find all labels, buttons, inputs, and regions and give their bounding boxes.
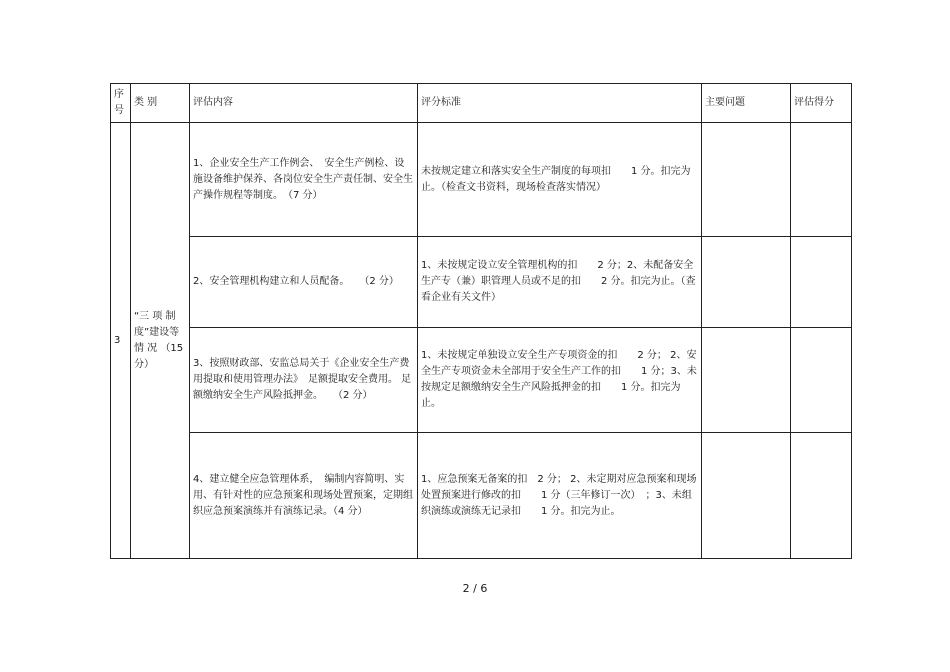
row-score	[791, 328, 852, 433]
header-score: 评估得分	[791, 84, 852, 123]
row-content: 1、企业安全生产工作例会、 安全生产例检、设施设备维护保养、各岗位安全生产责任制、安全生产操作规程等制度。 （7 分）	[190, 123, 418, 237]
section-number: 3	[111, 123, 131, 559]
row-issues	[702, 237, 791, 328]
header-criteria: 评分标准	[418, 84, 702, 123]
evaluation-table	[110, 83, 852, 559]
header-issues: 主要问题	[702, 84, 791, 123]
row-content: 2、安全管理机构建立和人员配备。 （2 分）	[190, 237, 418, 328]
row-criteria: 未按规定建立和落实安全生产制度的每项扣 1 分。扣完为止。（检查文书资料，现场检查落实情况）	[418, 123, 702, 237]
table-row	[111, 328, 852, 433]
row-criteria: 1、应急预案无备案的扣 2 分； 2、未定期对应急预案和现场处置预案进行修改的扣 1 分（三年修订一次） ；3、未组织演练或演练无记录扣 1 分。扣完为止。	[418, 433, 702, 559]
row-issues	[702, 433, 791, 559]
row-issues	[702, 123, 791, 237]
row-criteria: 1、未按规定单独设立安全生产专项资金的扣 2 分； 2、安全生产专项资金未全部用于安全生产工作的扣 1 分；3、未按规定足额缴纳安全生产风险抵押金的扣 1 分。扣完为止。	[418, 328, 702, 433]
table-row	[111, 237, 852, 328]
row-content: 4、建立健全应急管理体系， 编制内容简明、实用、有针对性的应急预案和现场处置预案，定期组织应急预案演练并有演练记录。（4 分）	[190, 433, 418, 559]
table-row	[111, 433, 852, 559]
row-score	[791, 123, 852, 237]
header-content: 评估内容	[190, 84, 418, 123]
header-category: 类 别	[131, 84, 190, 123]
table-row	[111, 123, 852, 237]
row-issues	[702, 328, 791, 433]
section-category: “三 项 制 度”建设等情 况 （15 分）	[131, 123, 190, 559]
table-header-row	[111, 84, 852, 123]
header-seq: 序号	[111, 84, 131, 123]
row-score	[791, 433, 852, 559]
row-criteria: 1、未按规定设立安全管理机构的扣 2 分；2、未配备安全生产专（兼）职管理人员或不足的扣 2 分。扣完为止。（查看企业有关文件）	[418, 237, 702, 328]
page-indicator: 2 / 6	[462, 582, 488, 595]
row-score	[791, 237, 852, 328]
row-content: 3、按照财政部、安监总局关于《企业安全生产费用提取和使用管理办法》 足额提取安全费用。 足额缴纳安全生产风险抵押金。 （2 分）	[190, 328, 418, 433]
